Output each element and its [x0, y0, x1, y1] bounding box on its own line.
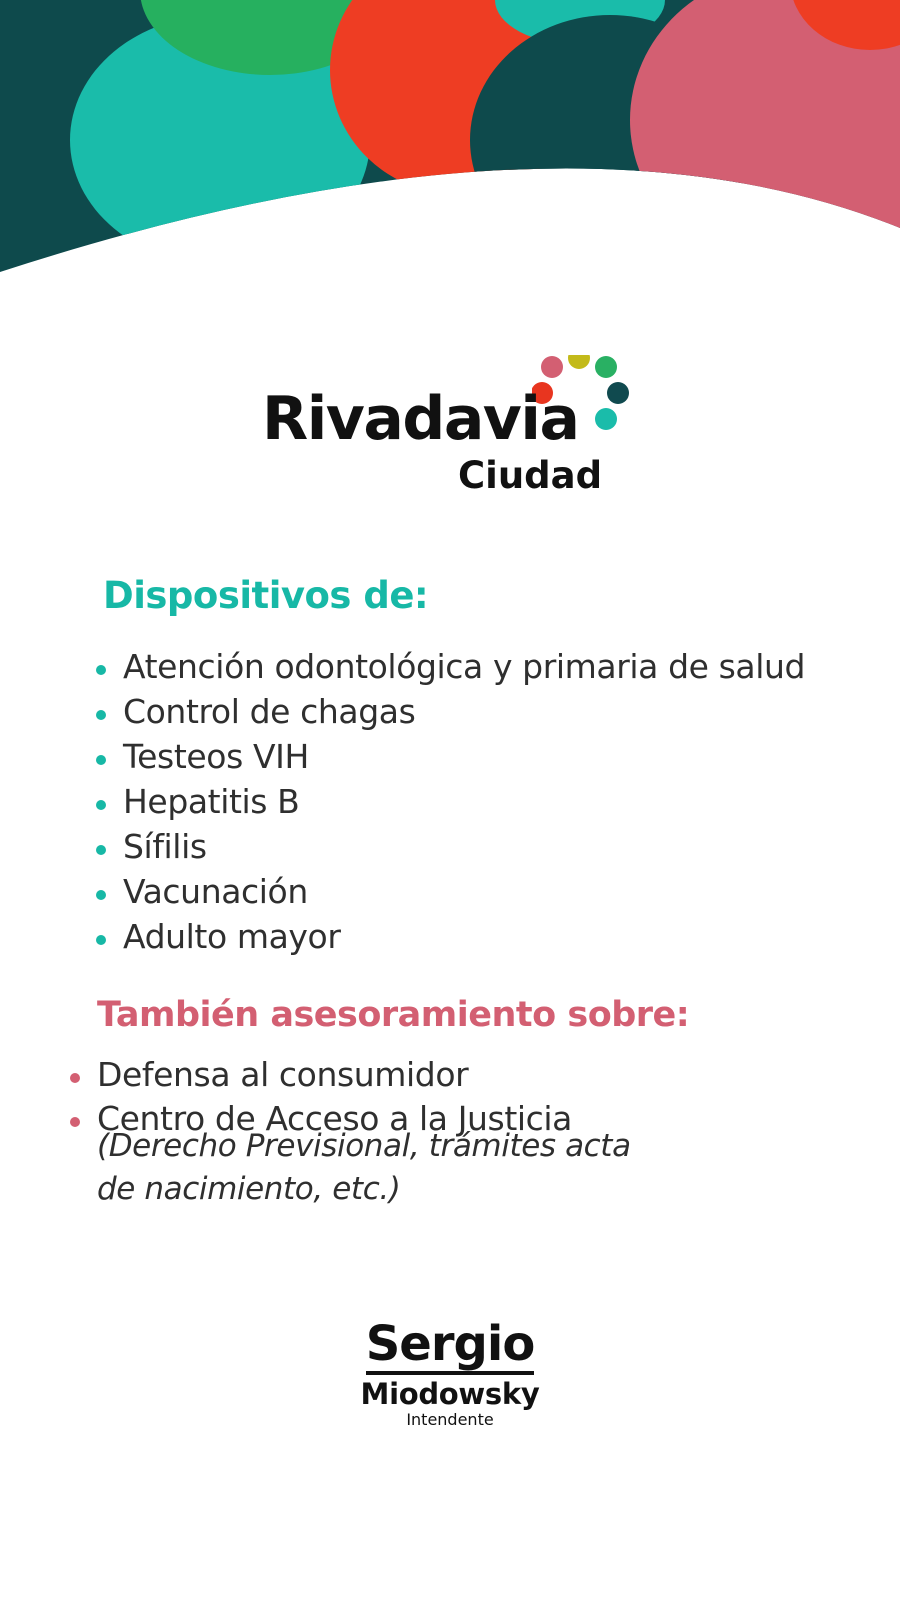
- decorative-banner: [0, 0, 900, 300]
- logo-name: Rivadavia: [262, 384, 579, 454]
- list-item-label: Atención odontológica y primaria de salud: [123, 647, 806, 686]
- signature-last-name: Miodowsky: [360, 1377, 540, 1411]
- list-item: [96, 734, 805, 779]
- list-item-label: Sífilis: [123, 827, 207, 866]
- section-title-dispositivos: Dispositivos de:: [103, 574, 429, 617]
- note-line: de nacimiento, etc.): [97, 1171, 401, 1207]
- signature-role: Intendente: [406, 1410, 494, 1429]
- list-item: [96, 779, 805, 824]
- list-item-label: Testeos VIH: [123, 737, 309, 776]
- list-item: [96, 824, 805, 869]
- mayor-signature: [330, 1318, 570, 1438]
- bullet-icon: [70, 1073, 80, 1083]
- bullet-icon: [96, 710, 106, 720]
- list-item: [96, 644, 805, 689]
- bullet-icon: [96, 890, 106, 900]
- justice-note: [97, 1125, 631, 1211]
- section-title-asesoramiento: También asesoramiento sobre:: [97, 995, 690, 1035]
- dispositivos-list: [96, 644, 805, 959]
- list-item: [70, 1053, 572, 1097]
- list-item: [96, 689, 805, 734]
- list-item-label: Centro de Acceso a la Justicia: [97, 1099, 572, 1138]
- bullet-icon: [96, 755, 106, 765]
- bullet-icon: [96, 665, 106, 675]
- bullet-icon: [96, 800, 106, 810]
- note-line: (Derecho Previsional, trámites acta: [97, 1128, 631, 1164]
- logo-subtitle: Ciudad: [458, 454, 603, 497]
- bullet-icon: [96, 935, 106, 945]
- list-item: [96, 914, 805, 959]
- list-item-label: Control de chagas: [123, 692, 416, 731]
- list-item-label: Hepatitis B: [123, 782, 300, 821]
- list-item-label: Vacunación: [123, 872, 308, 911]
- list-item-label: Defensa al consumidor: [97, 1055, 469, 1094]
- list-item: [96, 869, 805, 914]
- bullet-icon: [70, 1117, 80, 1127]
- list-item-label: Adulto mayor: [123, 917, 341, 956]
- rivadavia-logo: [262, 355, 642, 505]
- signature-first-name: Sergio: [366, 1318, 535, 1375]
- bullet-icon: [96, 845, 106, 855]
